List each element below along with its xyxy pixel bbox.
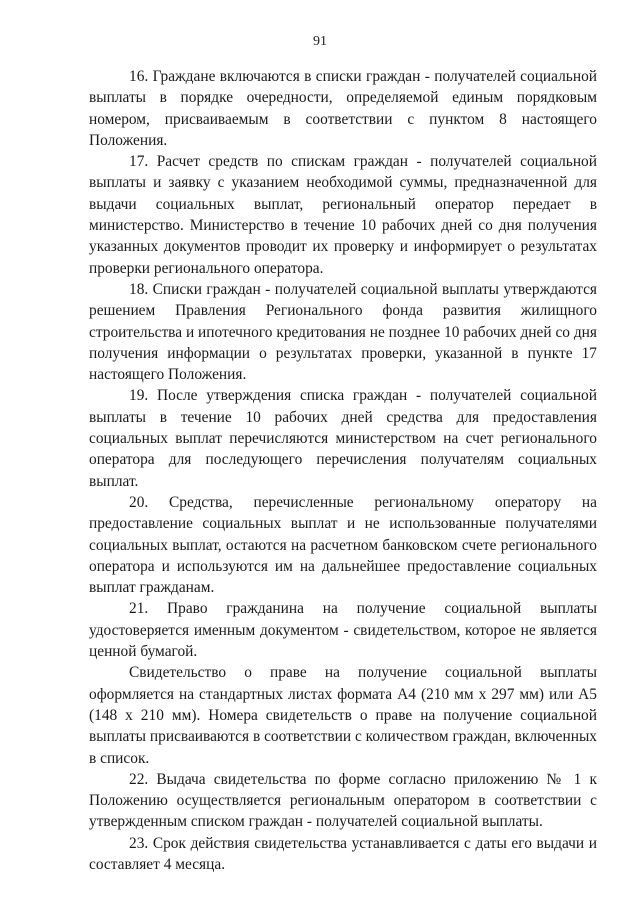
paragraph-19: 19. После утверждения списка граждан - получателей социальной выплаты в течение 10 рабочих дней средства для предоставления социальных выплат перечисляются министерством на счет регионального оператора для последующего перечисления получателям социальных выплат. xyxy=(89,387,597,490)
paragraph-21: 21. Право гражданина на получение социальной выплаты удостоверяется именным документом - свидетельством, которое не является ценной бумагой. xyxy=(89,600,597,661)
paragraph-17: 17. Расчет средств по спискам граждан - получателей социальной выплаты и заявку с указанием необходимой суммы, предназначенной для выдачи социальных выплат, региональный оператор передает в министерство. Министерство в течение 10 рабочих дней со дня получения указанных документов проводит их проверку и информирует о результатах проверки регионального оператора. xyxy=(89,153,597,277)
paragraph-20: 20. Средства, перечисленные региональному оператору на предоставление социальных выплат и не использованные получателями социальных выплат, остаются на расчетном банковском счете регионального оператора и используются им на дальнейшее предоставление социальных выплат гражданам. xyxy=(89,493,597,597)
paragraph-22: 22. Выдача свидетельства по форме согласно приложению № 1 к Положению осуществляется региональным оператором в соответствии с утвержденным списком граждан - получателей социальной выплаты. xyxy=(89,770,597,831)
paragraph-18: 18. Списки граждан - получателей социальной выплаты утверждаются решением Правления Регионального фонда развития жилищного строительства и ипотечного кредитования не позднее 10 рабочих дней со дня получения информации о результатах проверки, указанной в пункте 17 настоящего Положения. xyxy=(89,280,597,384)
paragraph-23: 23. Срок действия свидетельства устанавливается с даты его выдачи и составляет 4 месяца. xyxy=(89,834,597,873)
document-body xyxy=(89,66,597,875)
paragraph-16: 16. Граждане включаются в списки граждан - получателей социальной выплаты в порядке очередности, определяемой единым порядковым номером, присваиваемым в соответствии с пунктом 8 настоящего Положения. xyxy=(89,68,597,149)
page-number: 91 xyxy=(313,34,327,49)
paragraph-certificate-format: Свидетельство о праве на получение социальной выплаты оформляется на стандартных листах формата А4 (210 мм х 297 мм) или А5 (148 х 210 мм). Номера свидетельств о праве на получение социальной выплаты присваиваются в соответствии с количеством граждан, включенных в список. xyxy=(89,664,597,767)
